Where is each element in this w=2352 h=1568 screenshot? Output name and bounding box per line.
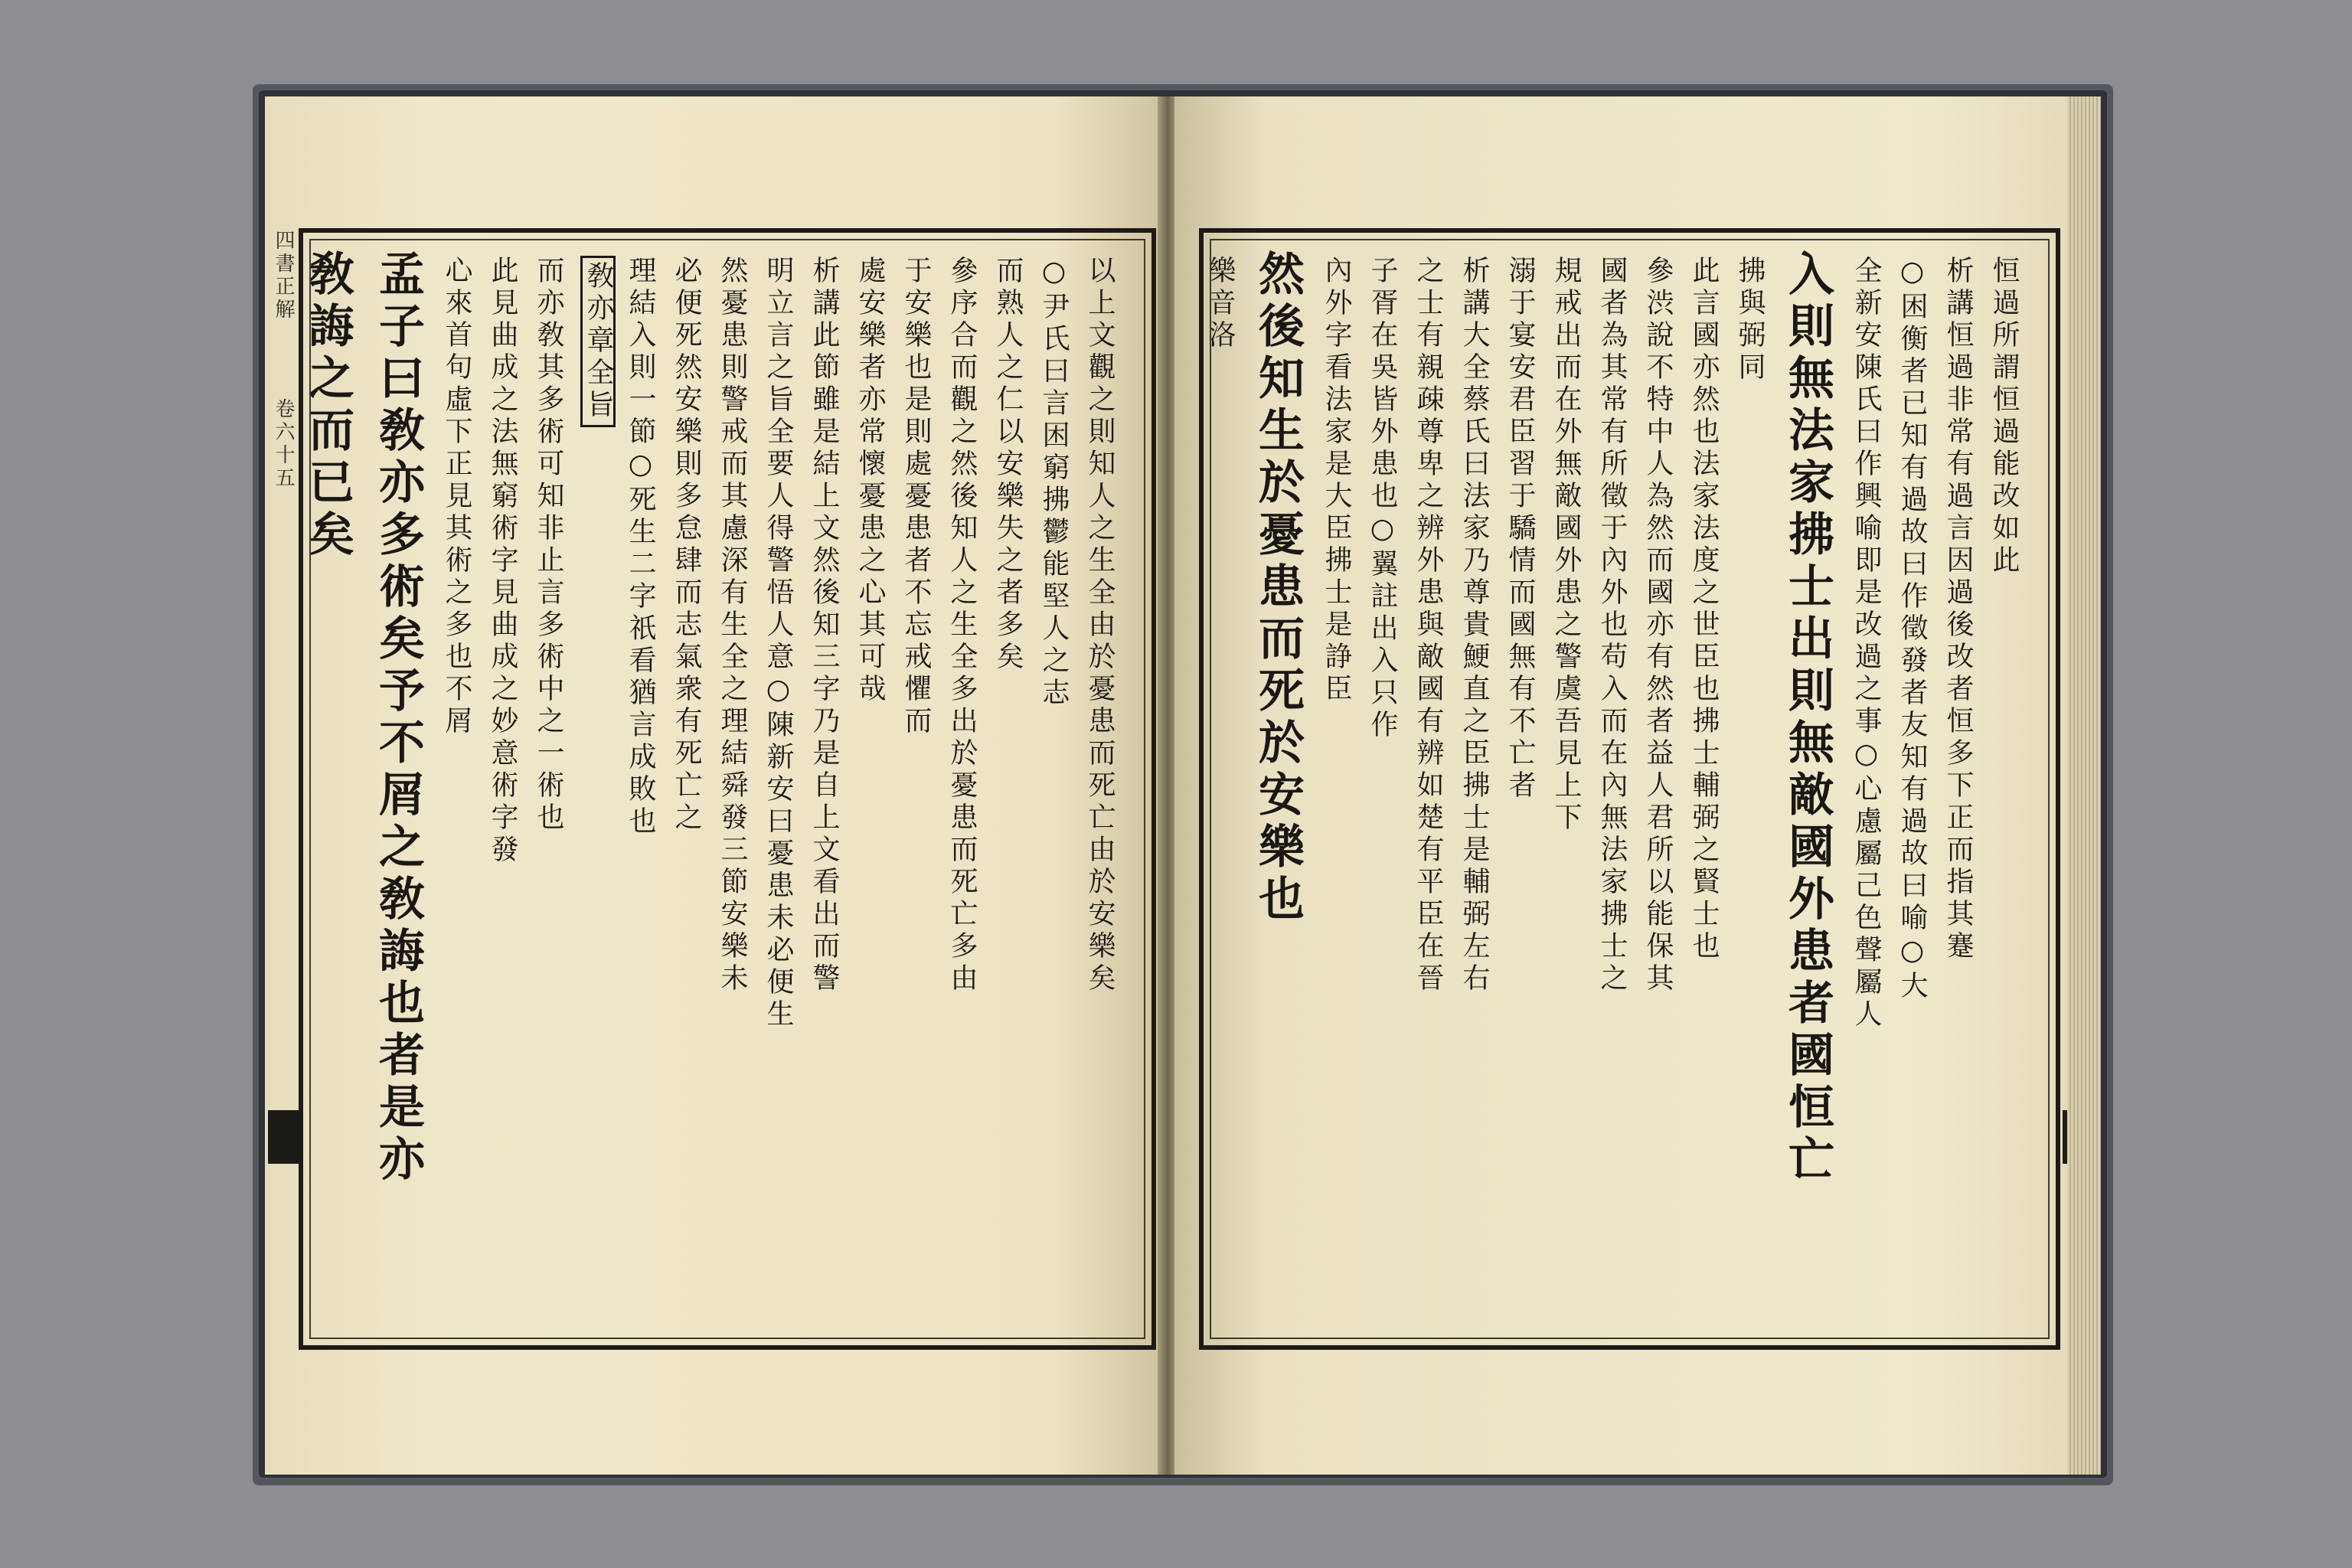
left-margin-fold: 卷六十五 — [272, 398, 295, 490]
right-page-column: 入則無法家拂士出則無敵國外患者國恒亡 — [1781, 250, 1834, 1187]
left-page-column: 而熟人之仁以安樂失之者多矣 — [992, 256, 1024, 674]
left-page-column: ○尹氏曰言困窮拂鬱能堅人之志 — [1038, 256, 1070, 710]
right-text-frame — [1199, 228, 2060, 1350]
right-page-column: 析講大全蔡氏曰法家乃尊貴鯁直之臣拂士是輔弼左右 — [1459, 256, 1490, 995]
right-page-column: 恒過所謂恒過能改如此 — [1988, 256, 2020, 577]
left-page-column: 心來首句虛下正見其術之多也不屑 — [441, 256, 472, 738]
left-page-column: 處安樂者亦常懷憂患之心其可哉 — [854, 256, 886, 706]
left-page-column: 敎誨之而已矣 — [301, 250, 354, 562]
left-page-column: 然憂患則警戒而其慮深有生全之理結舜發三節安樂未 — [717, 256, 748, 995]
left-page-column: 析講此節雖是結上文然後知三字乃是自上文看出而警 — [808, 256, 840, 995]
right-page-column: 拂與弼同 — [1734, 256, 1766, 384]
right-page-column: 之士有親疎尊卑之辨外患與敵國有辨如楚有平臣在晉 — [1413, 256, 1444, 995]
right-page-column: 此言國亦然也法家法度之世臣也拂士輔弼之賢士也 — [1688, 256, 1720, 963]
left-fishtail-mark — [268, 1110, 299, 1164]
left-page-column: 參序合而觀之然後知人之生全多出於憂患而死亡多由 — [946, 256, 978, 995]
right-page-column: 樂音洛 — [1204, 256, 1236, 352]
right-page-column: 溺于宴安君臣習于驕情而國無有不亡者 — [1504, 256, 1536, 802]
left-page-column: 以上文觀之則知人之生全由於憂患而死亡由於安樂矣 — [1084, 256, 1116, 995]
right-page-column: 全新安陳氏曰作興喻即是改過之事○心慮屬己色聲屬人 — [1851, 256, 1882, 1031]
left-page-column: 明立言之旨全要人得警悟人意○陳新安曰憂患未必便生 — [763, 256, 794, 1031]
left-page-column: 而亦敎其多術可知非止言多術中之一術也 — [533, 256, 564, 835]
left-page-column: 此見曲成之法無窮術字見曲成之妙意術字發 — [487, 256, 518, 867]
page-edges — [2067, 96, 2101, 1475]
left-page-column: 孟子曰敎亦多術矣予不屑之敎誨也者是亦 — [371, 250, 425, 1187]
right-page-column: 參渋說不特中人為然而國亦有然者益人君所以能保其 — [1642, 256, 1674, 995]
left-margin-title: 四書正解 — [272, 230, 295, 322]
left-page-column: 理結入則一節○死生二字祇看猶言成敗也 — [625, 256, 656, 838]
right-page-column: 子胥在吳皆外患也○翼註出入只作 — [1367, 256, 1398, 742]
right-page-column: ○困衡者已知有過故曰作徵發者友知有過故曰喻○大 — [1896, 256, 1928, 1003]
right-page-column: 規戒出而在外無敵國外患之警虞吾見上下 — [1550, 256, 1582, 835]
left-page-column: 必便死然安樂則多怠肆而志氣衆有死亡之 — [671, 256, 702, 835]
left-page-column: 敎亦章全旨 — [580, 256, 616, 427]
right-page-column: 內外字看法家是大臣拂士是諍臣 — [1321, 256, 1352, 706]
left-text-frame — [299, 228, 1156, 1350]
left-page-column: 于安樂也是則處憂患者不忘戒懼而 — [900, 256, 932, 738]
right-page-column: 析講恒過非常有過言因過後改者恒多下正而指其蹇 — [1942, 256, 1974, 963]
right-page-column: 國者為其常有所徵于內外也苟入而在內無法家拂士之 — [1596, 256, 1628, 995]
right-page-column: 然後知生於憂患而死於安樂也 — [1251, 250, 1305, 926]
